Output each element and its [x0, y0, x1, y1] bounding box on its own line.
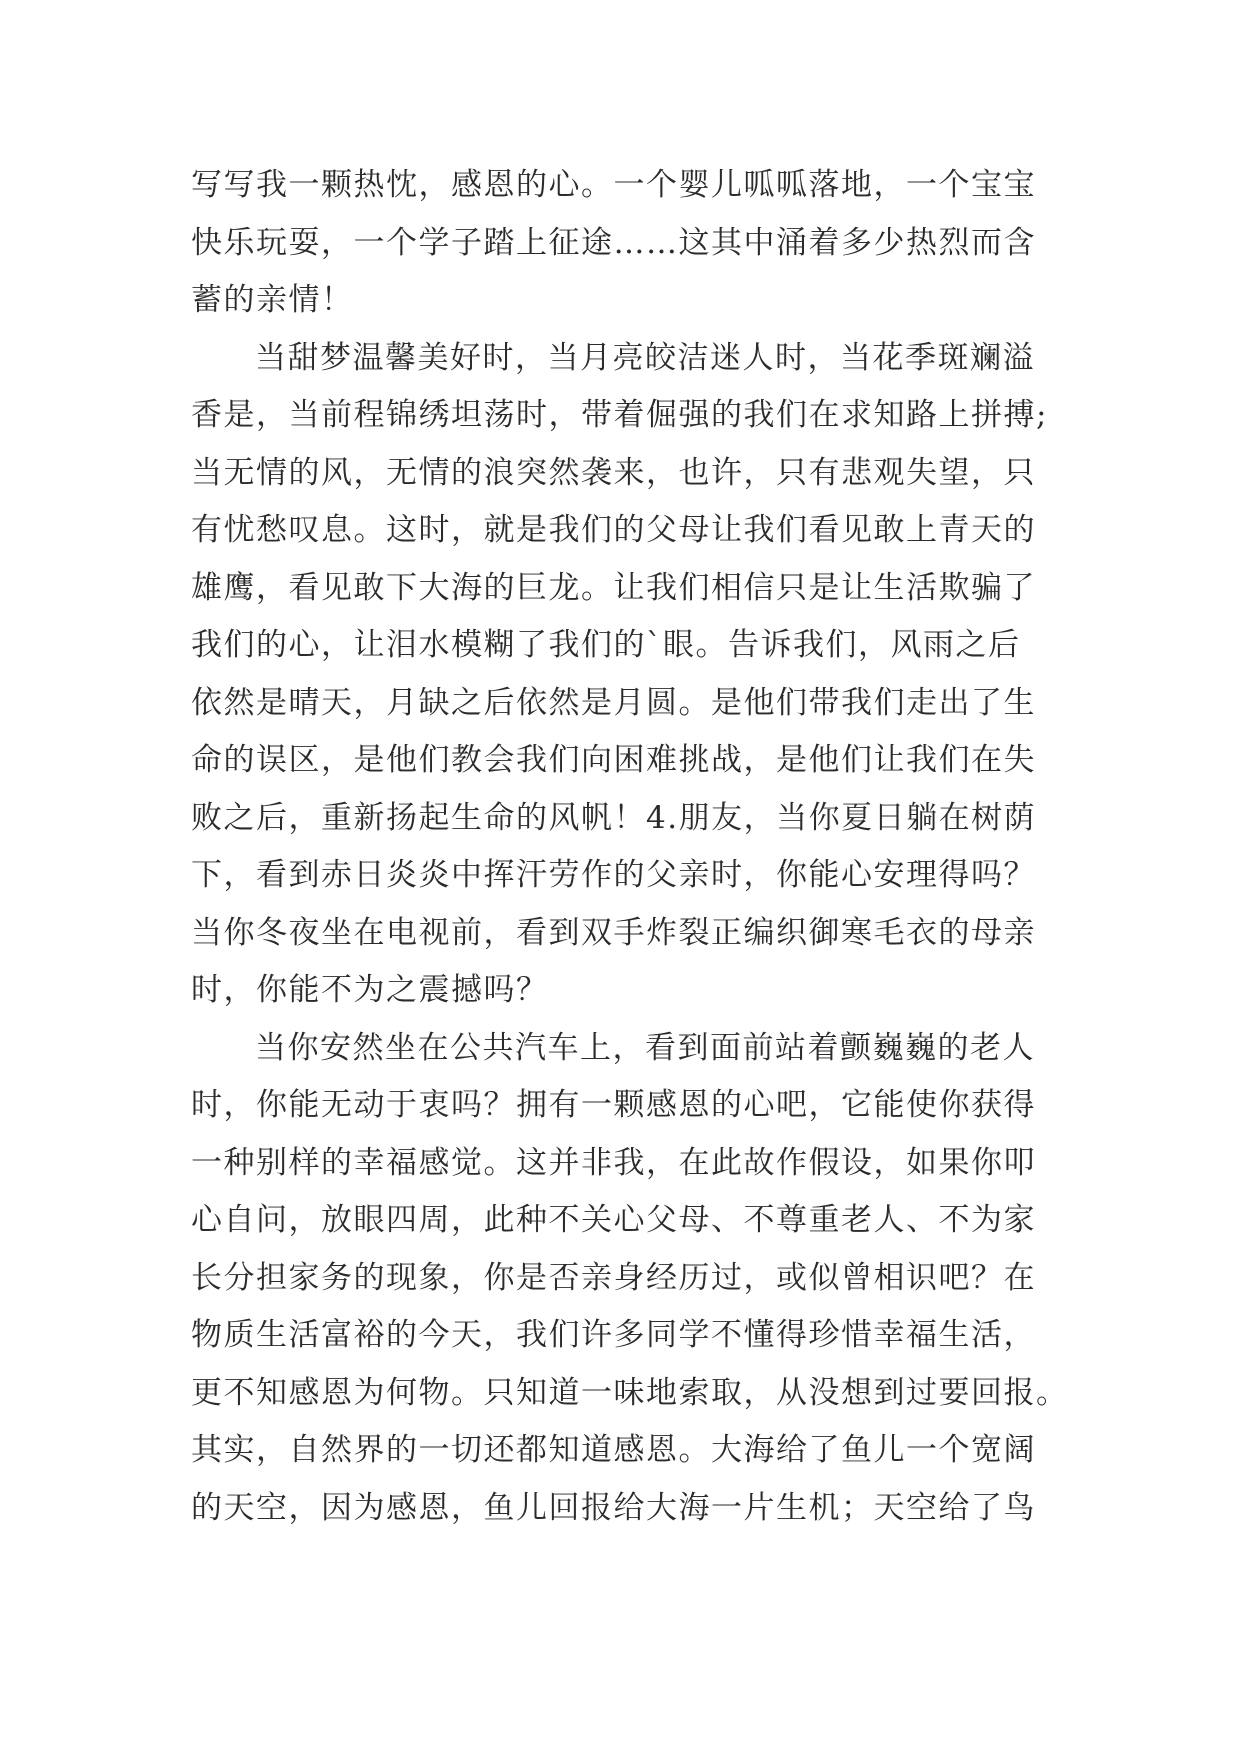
- text-line: 蓄的亲情！: [191, 282, 354, 318]
- paragraph: [191, 330, 1051, 1020]
- text-line: 时，你能无动于衷吗？拥有一颗感恩的心吧，它能使你获得: [191, 1087, 1036, 1123]
- paragraph: [191, 157, 1051, 330]
- text-line: 下，看到赤日炎炎中挥汗劳作的父亲时，你能心安理得吗？: [191, 857, 1036, 893]
- text-line: 物质生活富裕的今天，我们许多同学不懂得珍惜幸福生活，: [191, 1317, 1036, 1353]
- text-line: 心自问，放眼四周，此种不关心父母、不尊重老人、不为家: [191, 1202, 1036, 1238]
- text-line: 依然是晴天，月缺之后依然是月圆。是他们带我们走出了生: [191, 684, 1036, 721]
- text-line: 其实，自然界的一切还都知道感恩。大海给了鱼儿一个宽阔: [191, 1432, 1036, 1468]
- text-line: 雄鹰，看见敢下大海的巨龙。让我们相信只是让生活欺骗了: [191, 569, 1036, 606]
- text-line: 时，你能不为之震撼吗？: [191, 972, 549, 1008]
- paragraph: [191, 1020, 1069, 1538]
- text-line: 香是，当前程锦绣坦荡时，带着倔强的我们在求知路上拼搏;: [191, 397, 1048, 433]
- text-line: 当甜梦温馨美好时，当月亮皎洁迷人时，当花季斑斓溢: [255, 339, 1035, 376]
- text-line: 长分担家务的现象，你是否亲身经历过，或似曾相识吧？在: [191, 1259, 1036, 1296]
- text-line: 我们的心，让泪水模糊了我们的`眼。告诉我们，风雨之后: [191, 627, 1021, 663]
- text-line: 快乐玩耍，一个学子踏上征途……这其中涌着多少热烈而含: [191, 224, 1036, 261]
- text-line: 一种别样的幸福感觉。这并非我，在此故作假设，如果你叩: [191, 1144, 1036, 1181]
- body-text: [191, 157, 1069, 1537]
- text-line: 当无情的风，无情的浪突然袭来，也许，只有悲观失望，只: [191, 454, 1036, 491]
- text-line: 当你安然坐在公共汽车上，看到面前站着颤巍巍的老人: [255, 1029, 1035, 1066]
- text-line: 当你冬夜坐在电视前，看到双手炸裂正编织御寒毛衣的母亲: [191, 914, 1036, 951]
- text-line: 更不知感恩为何物。只知道一味地索取，从没想到过要回报。: [191, 1374, 1069, 1411]
- text-line: 败之后，重新扬起生命的风帆！4.朋友，当你夏日躺在树荫: [191, 799, 1037, 836]
- text-line: 写写我一颗热忱，感恩的心。一个婴儿呱呱落地，一个宝宝: [191, 167, 1036, 203]
- text-line: 有忧愁叹息。这时，就是我们的父母让我们看见敢上青天的: [191, 512, 1036, 548]
- text-line: 命的误区，是他们教会我们向困难挑战，是他们让我们在失: [191, 742, 1036, 778]
- text-line: 的天空，因为感恩，鱼儿回报给大海一片生机；天空给了鸟: [191, 1489, 1036, 1526]
